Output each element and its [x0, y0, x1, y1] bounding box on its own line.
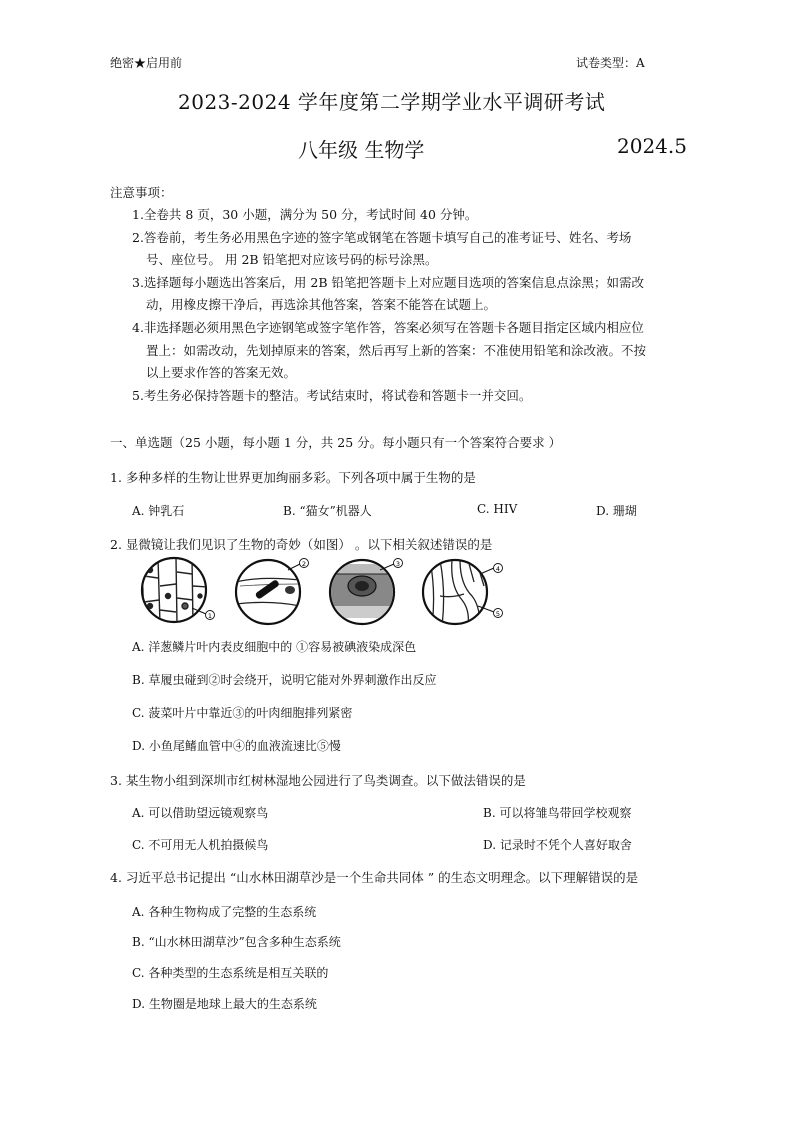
notice-line: 1.全卷共 8 页，30 小题，满分为 50 分，考试时间 40 分钟。: [132, 207, 478, 222]
question-2-stem: 2. 显微镜让我们见识了生物的奇妙（如图） 。以下相关叙述错误的是: [110, 537, 493, 552]
exam-date: 2024.5: [617, 134, 687, 158]
onion-cells-figure: [142, 558, 215, 624]
q4-option-c: C. 各种类型的生态系统是相互关联的: [132, 966, 329, 980]
notice-line: 动，用橡皮擦干净后，再选涂其他答案，答案不能答在试题上。: [146, 297, 497, 312]
notice-line: 3.选择题每小题选出答案后，用 2B 铅笔把答题卡上对应题目选项的答案信息点涂黑；如需改: [132, 275, 645, 290]
question-4-stem: 4. 习近平总书记提出 “山水林田湖草沙是一个生命共同体 ” 的生态文明理念。以下理解错误的是: [110, 870, 639, 885]
section-heading: 一、单选题（25 小题，每小题 1 分，共 25 分。每小题只有一个答案符合要求 ）: [110, 435, 562, 450]
svg-text:3: 3: [395, 560, 401, 568]
paramecium-figure: [236, 559, 309, 625]
question-3-stem: 3. 某生物小组到深圳市红树林湿地公园进行了鸟类调查。以下做法错误的是: [110, 773, 526, 788]
q3-option-a: A. 可以借助望远镜观察鸟: [132, 806, 269, 820]
leaf-section-figure: [328, 559, 403, 625]
svg-text:4: 4: [495, 565, 501, 573]
q4-option-d: D. 生物圈是地球上最大的生态系统: [132, 997, 317, 1011]
q1-option-b: B. “猫女”机器人: [283, 504, 372, 518]
paper-type-label: 试卷类型：A: [576, 56, 645, 70]
exam-title: 2023-2024 学年度第二学期学业水平调研考试: [178, 90, 606, 114]
notice-line: 置上：如需改动，先划掉原来的答案，然后再写上新的答案：不准使用铅笔和涂改液。不按: [146, 343, 647, 358]
notice-line: 5.考生务必保持答题卡的整洁。考试结束时，将试卷和答题卡一并交回。: [132, 388, 532, 403]
svg-text:2: 2: [301, 560, 307, 568]
q1-option-d: D. 珊瑚: [596, 504, 637, 518]
confidential-label: 绝密★启用前: [110, 56, 183, 70]
question-1-stem: 1. 多种多样的生物让世界更加绚丽多彩。下列各项中属于生物的是: [110, 470, 476, 485]
q3-option-d: D. 记录时不凭个人喜好取舍: [483, 838, 632, 852]
notice-line: 以上要求作答的答案无效。: [146, 365, 297, 380]
q2-option-d: D. 小鱼尾鳍血管中④的血液流速比⑤慢: [132, 739, 341, 753]
q2-option-a: A. 洋葱鳞片叶内表皮细胞中的 ①容易被碘液染成深色: [132, 640, 417, 654]
q1-option-a: A. 钟乳石: [132, 504, 185, 518]
svg-text:5: 5: [495, 610, 501, 618]
notice-heading: 注意事项：: [110, 185, 173, 200]
notice-line: 2.答卷前，考生务必用黑色字迹的签字笔或钢笔在答题卡填写自己的准考证号、姓名、考场: [132, 230, 632, 245]
q2-option-b: B. 草履虫碰到②时会绕开，说明它能对外界刺激作出反应: [132, 673, 437, 687]
q3-option-b: B. 可以将雏鸟带回学校观察: [483, 806, 632, 820]
microscope-figure: [130, 556, 520, 626]
notice-line: 4.非选择题必须用黑色字迹钢笔或签字笔作答，答案必须写在答题卡各题目指定区域内相应位: [132, 320, 644, 335]
q3-option-c: C. 不可用无人机拍摄候鸟: [132, 838, 269, 852]
grade-subject: 八年级 生物学: [298, 138, 425, 162]
svg-text:1: 1: [207, 612, 213, 620]
q2-option-c: C. 菠菜叶片中靠近③的叶肉细胞排列紧密: [132, 706, 353, 720]
q4-option-b: B. “山水林田湖草沙”包含多种生态系统: [132, 935, 341, 949]
fish-tail-figure: [423, 560, 503, 626]
q4-option-a: A. 各种生物构成了完整的生态系统: [132, 905, 317, 919]
notice-line: 号、座位号。 用 2B 铅笔把对应该号码的标号涂黑。: [146, 252, 438, 267]
q1-option-c: C. HIV: [477, 502, 518, 516]
